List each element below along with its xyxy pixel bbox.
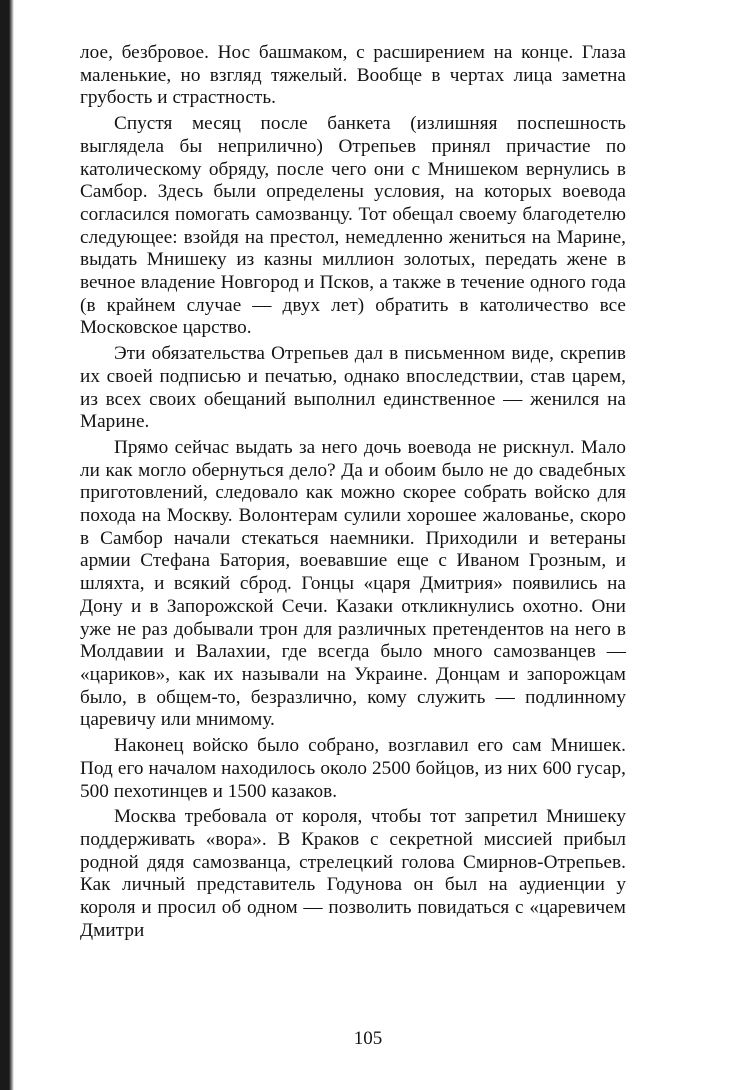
paragraph: Москва требовала от короля, чтобы тот запретил Мнишеку поддерживать «вора». В Краков с секретной миссией прибыл родной дядя самозванца, стрелецкий голова Смирнов-Отрепьев. Как личный представитель Годунова он был на аудиенции у короля и просил об одном — позволить повидаться с «царевичем Дмитри — [80, 806, 626, 941]
page-number: 105 — [353, 1028, 383, 1049]
page-text-block — [80, 42, 626, 942]
paragraph: Спустя месяц после банкета (излишняя поспешность выглядела бы неприлично) Отрепьев принял причастие по католическому обряду, после чего они с Мнишеком вернулись в Самбор. Здесь были определены условия, на которых воевода согласился помогать самозванцу. Тот обещал своему благодетелю следующее: взойдя на престол, немедленно жениться на Марине, выдать Мнишеку из казны миллион золотых, передать жене в вечное владение Новгород и Псков, а также в течение одного года (в крайнем случае — двух лет) обратить в католичество все Московское царство. — [80, 113, 626, 339]
paragraph-continuation: лое, безбровое. Нос башмаком, с расширением на конце. Глаза маленькие, но взгляд тяжелый. Вообще в чертах лица заметна грубость и страстность. — [80, 42, 626, 109]
paragraph: Прямо сейчас выдать за него дочь воевода не рискнул. Мало ли как могло обернуться дело? Да и обоим было не до свадебных приготовлений, следовало как можно скорее собрать войско для похода на Москву. Волонтерам сулили хорошее жалованье, скоро в Самбор начали стекаться наемники. Приходили и ветераны армии Стефана Батория, воевавшие еще с Иваном Грозным, и шляхта, и всякий сброд. Гонцы «царя Дмитрия» появились на Дону и в Запорожской Сечи. Казаки откликнулись охотно. Они уже не раз добывали трон для различных претендентов на него в Молдавии и Валахии, где всегда было много самозванцев — «цариков», как их называли на Украине. Донцам и запорожцам было, в общем-то, безразлично, кому служить — подлинному царевичу или мнимому. — [80, 436, 626, 731]
page-binding-edge — [0, 0, 14, 1090]
paragraph: Эти обязательства Отрепьев дал в письменном виде, скрепив их своей подписью и печатью, однако впоследствии, став царем, из всех своих обещаний выполнил единственное — женился на Марине. — [80, 343, 626, 433]
paragraph: Наконец войско было собрано, возглавил его сам Мнишек. Под его началом находилось около 2500 бойцов, из них 600 гусар, 500 пехотинцев и 1500 казаков. — [80, 735, 626, 802]
